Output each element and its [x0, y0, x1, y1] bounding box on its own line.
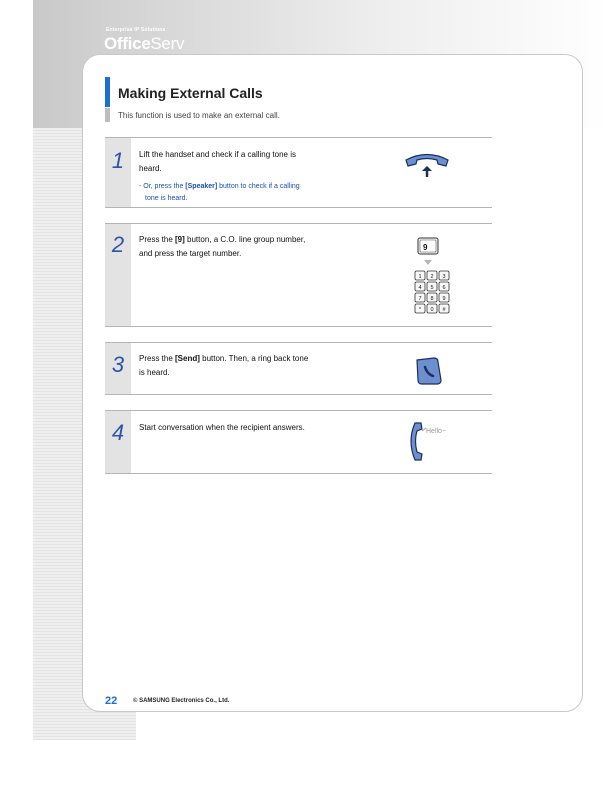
note-prefix: - Or, press the [139, 183, 186, 190]
step-number: 1 [111, 148, 125, 173]
keypad-key-label: 3 [442, 274, 446, 280]
step-text [139, 233, 354, 261]
step-text-line2: and press the target number. [139, 249, 242, 258]
keypad-icon [413, 236, 453, 316]
step-text-line1: Lift the handset and check if a calling tone is [139, 150, 296, 159]
handset-talking-icon [403, 419, 463, 465]
keypad-key-label: # [442, 307, 446, 313]
text-pre: Press the [139, 235, 176, 244]
keypad-key-label: 0 [430, 307, 434, 313]
note-line2: tone is heard. [145, 195, 188, 202]
step-1 [105, 137, 492, 208]
step-text [139, 352, 354, 380]
keypad-key-label: 5 [430, 285, 434, 291]
page-number: 22 [105, 695, 118, 707]
speech-text: Hello~ [426, 428, 447, 435]
section-title: Making External Calls [118, 85, 263, 101]
nine-button-label: [9] [175, 235, 185, 244]
brand-logo-rest: Serv [150, 34, 185, 53]
title-accent-bar [105, 77, 110, 107]
note-suffix: button to check if a calling [217, 183, 300, 190]
keypad-key-label: * [418, 307, 422, 313]
keypad-key-label: 9 [442, 296, 446, 302]
step-3 [105, 342, 492, 395]
description-accent-bar [105, 108, 110, 122]
section-description: This function is used to make an external call. [118, 111, 280, 120]
lift-handset-icon [403, 151, 451, 181]
step-text-line2: heard. [139, 164, 162, 173]
step-2 [105, 223, 492, 327]
step-text [139, 148, 354, 176]
brand-logo [104, 34, 184, 54]
speaker-button-label: [Speaker] [185, 183, 218, 190]
nine-key-label: 9 [423, 243, 428, 252]
keypad-key-label: 1 [418, 274, 422, 280]
step-note [139, 181, 354, 205]
keypad-key-label: 2 [430, 274, 434, 280]
keypad-key-label: 7 [418, 296, 422, 302]
step-number: 2 [111, 232, 125, 257]
text-post: button. Then, a ring back tone [199, 354, 309, 363]
step-text: Start conversation when the recipient answers. [139, 423, 305, 432]
brand-logo-bold: Office [104, 34, 151, 53]
copyright: © SAMSUNG Electronics Co., Ltd. [133, 698, 230, 704]
keypad-key-label: 4 [418, 285, 422, 291]
send-button-icon [413, 356, 443, 386]
send-button-label: [Send] [175, 354, 200, 363]
keypad-key-label: 6 [442, 285, 446, 291]
keypad-grid [415, 271, 449, 313]
text-pre: Press the [139, 354, 176, 363]
step-number: 3 [111, 352, 125, 377]
keypad-key-label: 8 [430, 296, 434, 302]
brand-tagline: Enterprise IP Solutions [106, 27, 166, 33]
text-post: button, a C.O. line group number, [184, 235, 306, 244]
step-text-line2: is heard. [139, 368, 170, 377]
step-number: 4 [111, 420, 125, 445]
step-4 [105, 410, 492, 474]
